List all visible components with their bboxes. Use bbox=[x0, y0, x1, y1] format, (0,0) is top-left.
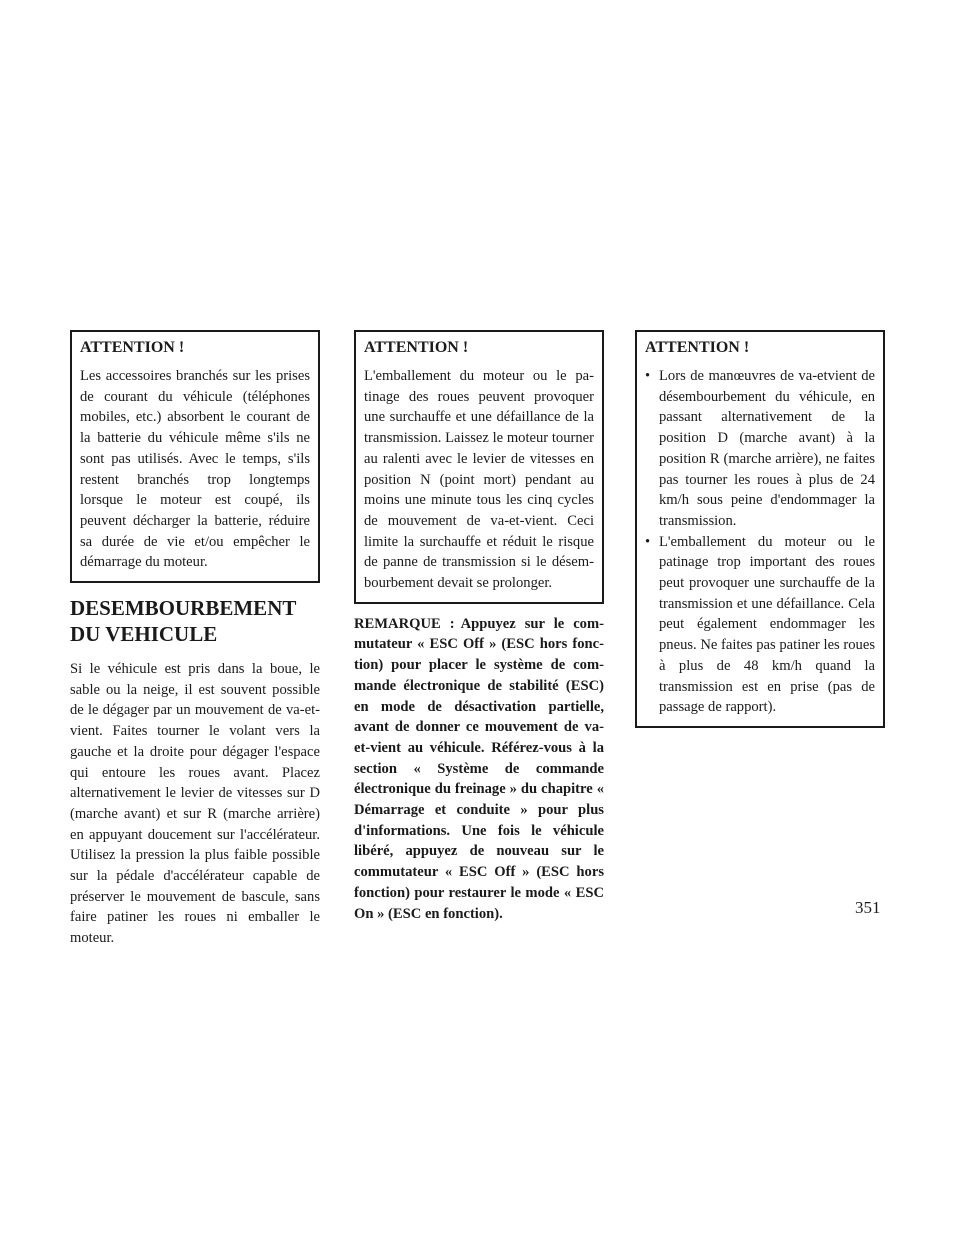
warning-box-transmission bbox=[354, 330, 604, 604]
warning-title: ATTENTION ! bbox=[364, 339, 469, 356]
body-paragraph: Si le véhicule est pris dans la boue, le sable ou la neige, il est souvent possible de le dégager par un mouvement de va-et-vient. Faites tourner le volant vers la gauche et la droite pour dégager l'espace qui entoure les roues avant. Placez alternativement le levier de vitesses sur D (marche avant) et sur R (marche arrière) en appuyant doucement sur l'accélérateur. Utilisez la pression la plus faible possible sur la pédale d'accélérateur capable de préserver le mouvement de bascule, sans faire patiner les roues ni emballer le moteur. bbox=[70, 661, 320, 947]
warning-box-accessories bbox=[70, 330, 320, 583]
warning-bullet-list bbox=[645, 366, 875, 718]
section-title-line1: DESEMBOURBEMENT bbox=[70, 596, 297, 621]
column-right bbox=[635, 330, 885, 728]
warning-bullet-item: • Lors de manœuvres de va-etvient de désembourbement du véhicule, en passant alternativement de la position D (marche avant) à la position R (marche arrière), ne faites pas tourner les roues à plus de 24 km/h sous peine d'endommager la transmission. bbox=[645, 366, 875, 532]
warning-title: ATTENTION ! bbox=[80, 339, 185, 356]
warning-title: ATTENTION ! bbox=[645, 339, 750, 356]
column-middle bbox=[354, 330, 604, 924]
remark-text: Appuyez sur le commutateur « ESC Off » (ESC hors fonction) pour placer le système de commande électronique de stabilité (ESC) en mode de désactivation partielle, avant de donner ce mouvement de va-et-vient au véhicule. Référez-vous à la section « Système de commande électronique du freinage » du chapitre « Démarrage et conduite » pour plus d'informations. Une fois le véhicule libéré, appuyez de nouveau sur le commutateur « ESC Off » (ESC hors fonction) pour restaurer le mode « ESC On » (ESC en fonction). bbox=[354, 615, 604, 922]
warning-text: L'emballement du moteur ou le patinage des roues peuvent provoquer une surchauffe et une défaillance de la transmission. Laissez le moteur tourner au ralenti avec le levier de vitesses en position N (point mort) pendant au moins une minute tous les cinq cycles de mouvement de va-et-vient. Ceci limite la surchauffe et réduit le risque de panne de transmission si le désembourbement devait se prolonger. bbox=[364, 368, 594, 592]
section-title-line2: DU VEHICULE bbox=[70, 622, 218, 647]
remark-paragraph bbox=[354, 614, 604, 925]
column-left bbox=[70, 330, 320, 949]
page-number: 351 bbox=[855, 898, 881, 917]
warning-text: Les accessoires branchés sur les prises de courant du véhicule (téléphones mobiles, etc.) absorbent le courant de la batterie du véhicule même s'ils ne sont pas utilisés. Avec le temps, s'ils restent branchés trop longtemps lorsque le moteur est coupé, ils peuvent décharger la batterie, réduire sa durée de vie et/ou empêcher le démarrage du moteur. bbox=[80, 368, 310, 571]
warning-bullet-item: • L'emballement du moteur ou le patinage trop important des roues peut provoquer une surchauffe de la transmission et une défaillance. Cela peut également endommager les pneus. Ne faites pas patiner les roues à plus de 48 km/h quand la transmission est en prise (pas de passage de rapport). bbox=[645, 532, 875, 718]
warning-box-rocking bbox=[635, 330, 885, 728]
section-title bbox=[70, 595, 320, 647]
remark-label: REMARQUE : bbox=[354, 615, 455, 632]
